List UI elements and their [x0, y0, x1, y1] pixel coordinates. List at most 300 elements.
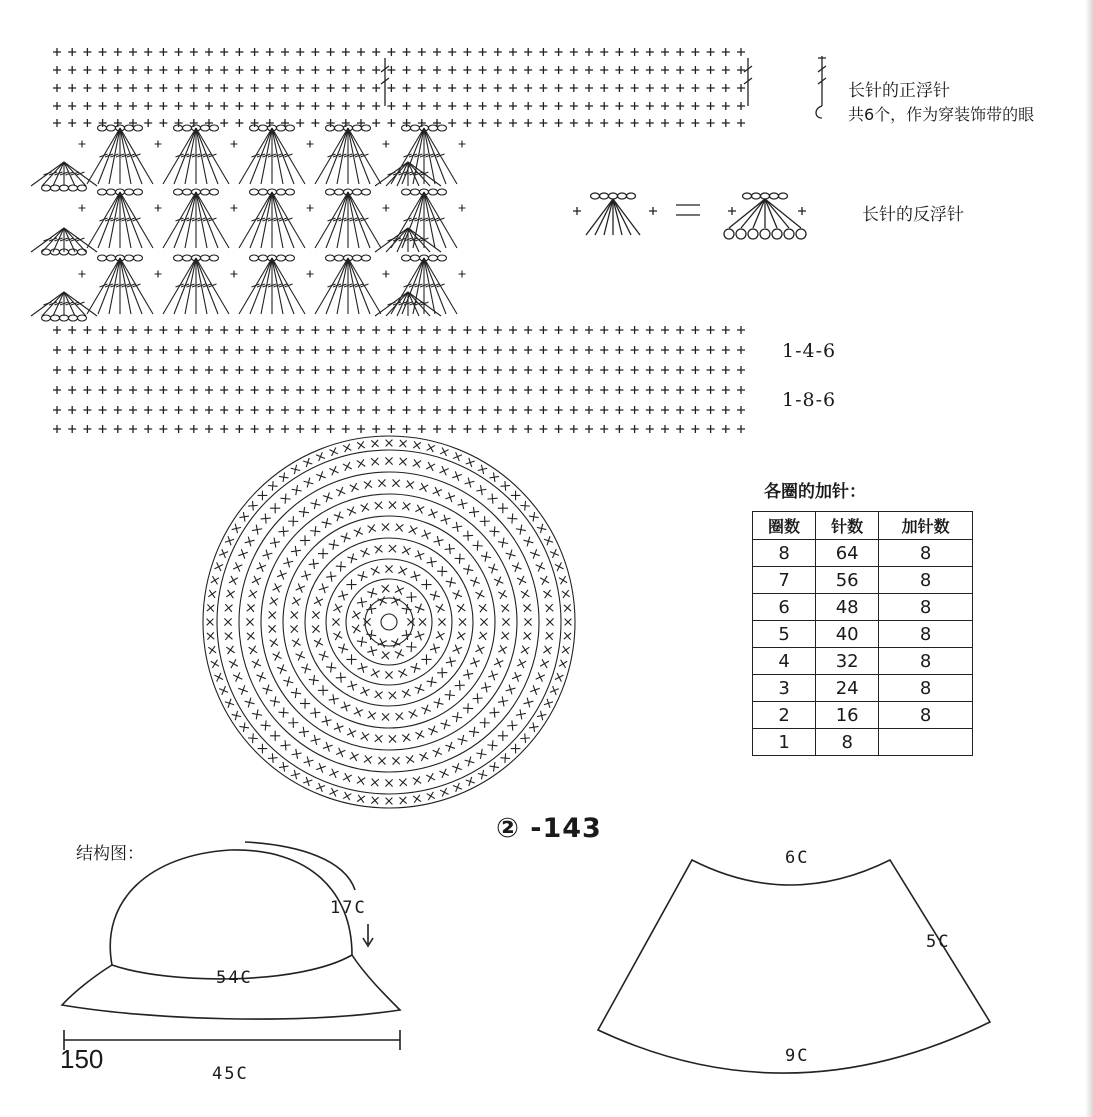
x-stitch [415, 684, 425, 694]
plus-stitch [539, 326, 547, 334]
x-stitch [452, 712, 462, 722]
plus-stitch [387, 366, 395, 374]
plus-stitch [342, 366, 350, 374]
plus-stitch [524, 66, 532, 74]
plus-stitch [296, 84, 304, 92]
plus-stitch [463, 119, 471, 127]
x-stitch [470, 658, 480, 668]
plus-stitch [631, 84, 639, 92]
table-row [753, 702, 973, 729]
structure-title: 结构图： [76, 844, 144, 864]
x-stitch [473, 541, 483, 551]
plus-stitch [129, 66, 137, 74]
chain-stitch [411, 255, 420, 261]
plus-stitch [479, 346, 487, 354]
x-stitch [546, 618, 553, 625]
plus-stitch [463, 366, 471, 374]
x-stitch [358, 663, 368, 673]
x-stitch [280, 494, 290, 504]
plus-stitch [129, 346, 137, 354]
x-stitch [214, 562, 223, 571]
plus-stitch [463, 386, 471, 394]
plus-stitch [53, 326, 61, 334]
plus-stitch [676, 425, 684, 433]
plus-stitch [403, 346, 411, 354]
bottom-single-crochet-rows [53, 326, 745, 433]
plus-stitch [722, 84, 730, 92]
plus-stitch [509, 406, 517, 414]
chain-stitch [183, 189, 192, 195]
x-stitch [445, 742, 455, 752]
plus-stitch [342, 102, 350, 110]
plus-stitch [585, 102, 593, 110]
chain-stitch [353, 189, 362, 195]
plus-stitch [585, 48, 593, 56]
plus-stitch [251, 386, 259, 394]
plus-stitch [494, 346, 502, 354]
plus-stitch [555, 102, 563, 110]
plus-stitch [539, 48, 547, 56]
x-stitch [428, 726, 437, 735]
plus-stitch [342, 406, 350, 414]
plus-stitch [251, 66, 259, 74]
plus-stitch [159, 346, 167, 354]
table-row [753, 729, 973, 756]
x-stitch [385, 779, 392, 786]
x-stitch [540, 659, 549, 668]
chain-stitch [259, 189, 268, 195]
plus-stitch [220, 366, 228, 374]
x-stitch [520, 733, 530, 743]
x-stitch [382, 585, 390, 593]
x-stitch [480, 718, 490, 728]
x-stitch [399, 797, 406, 804]
plus-stitch [691, 102, 699, 110]
round-boundary [203, 436, 575, 808]
x-stitch [329, 540, 339, 550]
chain-stitch [107, 125, 116, 131]
x-stitch [475, 590, 484, 599]
plus-stitch [494, 425, 502, 433]
chain-stitch [438, 125, 447, 131]
x-stitch [529, 722, 538, 731]
plus-stitch [220, 406, 228, 414]
header-increases: 加针数 [879, 512, 973, 540]
x-stitch [386, 798, 393, 805]
plus-stitch [114, 84, 122, 92]
plus-stitch [99, 48, 107, 56]
plus-stitch [631, 406, 639, 414]
plus-stitch [251, 425, 259, 433]
plus-stitch [159, 66, 167, 74]
plus-stitch [798, 207, 806, 215]
plus-stitch [296, 386, 304, 394]
x-stitch [357, 441, 365, 449]
x-stitch [333, 631, 342, 640]
plus-stitch [433, 346, 441, 354]
x-stitch [440, 447, 449, 456]
plus-stitch [159, 48, 167, 56]
plus-stitch [433, 84, 441, 92]
round-boundary [261, 494, 517, 750]
plus-stitch [661, 425, 669, 433]
x-stitch [304, 478, 314, 488]
x-stitch [336, 672, 346, 682]
plus-stitch [144, 119, 152, 127]
plus-stitch [615, 119, 623, 127]
x-stitch [488, 671, 498, 681]
x-stitch [233, 562, 242, 571]
plus-stitch [231, 271, 238, 278]
plus-stitch [585, 119, 593, 127]
plus-stitch [459, 141, 466, 148]
x-stitch [378, 479, 386, 487]
plus-stitch [372, 66, 380, 74]
table-row [753, 675, 973, 702]
x-stitch [248, 733, 258, 743]
chain-stitch [286, 189, 295, 195]
x-stitch [343, 773, 352, 782]
plus-stitch [600, 386, 608, 394]
x-stitch [311, 735, 321, 745]
plus-stitch [707, 425, 715, 433]
chain-stitch [353, 255, 362, 261]
x-stitch [257, 562, 266, 571]
plus-stitch [79, 271, 86, 278]
page-number: 150 [60, 1044, 104, 1074]
x-stitch [470, 577, 480, 587]
chain-stitch [201, 125, 210, 131]
width-dimension-line [64, 1030, 400, 1050]
x-stitch [465, 478, 475, 488]
plus-stitch [53, 102, 61, 110]
chain-stitch [326, 189, 335, 195]
plus-stitch [524, 366, 532, 374]
plus-stitch [494, 48, 502, 56]
plus-stitch [190, 406, 198, 414]
plus-stitch [479, 48, 487, 56]
x-stitch [334, 512, 344, 522]
plus-stitch [99, 84, 107, 92]
x-stitch [399, 440, 406, 447]
x-stitch [249, 646, 258, 655]
x-stitch [211, 660, 219, 668]
plus-stitch [585, 66, 593, 74]
row-note-1: 1-4-6 [782, 340, 837, 362]
x-stitch [427, 444, 435, 452]
plus-stitch [327, 102, 335, 110]
plus-stitch [220, 102, 228, 110]
x-stitch [473, 693, 483, 703]
x-stitch [357, 776, 365, 784]
x-stitch [507, 513, 517, 523]
plus-stitch [524, 425, 532, 433]
x-stitch [559, 576, 567, 584]
plus-stitch [418, 48, 426, 56]
plus-stitch [235, 366, 243, 374]
x-stitch [329, 447, 338, 456]
plus-stitch [524, 326, 532, 334]
plus-stitch [459, 205, 466, 212]
plus-stitch [53, 119, 61, 127]
crown-height-arc [245, 842, 355, 890]
plus-stitch [387, 326, 395, 334]
x-stitch [543, 646, 551, 654]
plus-stitch [53, 84, 61, 92]
x-stitch [476, 485, 486, 495]
x-stitch [430, 591, 440, 601]
plus-stitch [524, 406, 532, 414]
plus-stitch [129, 48, 137, 56]
plus-stitch [555, 66, 563, 74]
page-edge-shadow [1085, 0, 1093, 1117]
crown-outline [110, 850, 352, 965]
plus-stitch [661, 326, 669, 334]
x-stitch [536, 672, 545, 681]
plus-stitch [231, 141, 238, 148]
plus-stitch [691, 66, 699, 74]
x-stitch [517, 576, 526, 585]
x-stitch [248, 501, 258, 511]
round-cell: 6 [753, 594, 816, 621]
plus-stitch [676, 346, 684, 354]
chain-stitch [134, 189, 143, 195]
round-crown-chart [203, 436, 575, 808]
x-stitch [565, 619, 572, 626]
chain-stitch [125, 189, 134, 195]
plus-stitch [235, 326, 243, 334]
plus-stitch [83, 102, 91, 110]
stitch-count-cell: 48 [816, 594, 879, 621]
front-post-label: 长针的正浮针 [848, 81, 950, 101]
stitch-count-cell: 8 [816, 729, 879, 756]
x-stitch [341, 702, 351, 712]
plus-stitch [448, 406, 456, 414]
x-stitch [273, 583, 282, 592]
x-stitch [258, 491, 268, 501]
x-stitch [434, 698, 444, 708]
x-stitch [544, 699, 553, 708]
chain-stitch [98, 189, 107, 195]
plus-stitch [68, 102, 76, 110]
x-stitch [323, 742, 333, 752]
plus-stitch [387, 406, 395, 414]
x-stitch [314, 597, 323, 606]
round-boundary [305, 538, 473, 706]
x-stitch [291, 688, 301, 698]
plus-stitch [539, 102, 547, 110]
plus-stitch [494, 66, 502, 74]
plus-stitch [266, 386, 274, 394]
increase-table [752, 511, 973, 756]
brim-top-label: 6C [785, 848, 810, 868]
x-stitch [398, 566, 407, 575]
increase-cell: 8 [879, 621, 973, 648]
x-stitch [207, 619, 214, 626]
x-stitch [562, 590, 570, 598]
chain-stitch [429, 189, 438, 195]
x-stitch [278, 526, 288, 536]
shell-fan [87, 128, 153, 184]
plus-stitch [307, 205, 314, 212]
plus-stitch [372, 406, 380, 414]
x-stitch [382, 713, 389, 720]
plus-stitch [722, 119, 730, 127]
plus-stitch [479, 119, 487, 127]
x-stitch [288, 718, 298, 728]
round-cell: 3 [753, 675, 816, 702]
plus-stitch [144, 386, 152, 394]
x-stitch [385, 671, 392, 678]
plus-stitch [327, 406, 335, 414]
x-stitch [226, 646, 234, 654]
x-stitch [413, 776, 421, 784]
front-post-note: 共6个，作为穿装饰带的眼 [848, 105, 1035, 124]
x-stitch [502, 618, 509, 625]
x-stitch [310, 526, 320, 536]
plus-stitch [570, 406, 578, 414]
plus-stitch [99, 102, 107, 110]
x-stitch [386, 440, 393, 447]
plus-stitch [357, 102, 365, 110]
x-stitch [478, 770, 487, 779]
plus-stitch [403, 326, 411, 334]
x-stitch [516, 525, 526, 535]
plus-stitch [737, 366, 745, 374]
plus-stitch [615, 48, 623, 56]
x-stitch [415, 631, 425, 641]
plus-stitch [251, 346, 259, 354]
plus-stitch [175, 48, 183, 56]
x-stitch [375, 735, 383, 743]
x-stitch [465, 757, 475, 767]
plus-stitch [433, 48, 441, 56]
plus-stitch [691, 326, 699, 334]
plus-stitch [691, 425, 699, 433]
plus-stitch [448, 102, 456, 110]
x-stitch [354, 707, 363, 716]
plus-stitch [235, 84, 243, 92]
plus-stitch [205, 366, 213, 374]
x-stitch [347, 507, 356, 516]
plus-stitch [342, 66, 350, 74]
plus-stitch [615, 425, 623, 433]
x-stitch [500, 753, 510, 763]
shell-fan [239, 128, 305, 184]
plus-stitch [631, 425, 639, 433]
plus-stitch [585, 84, 593, 92]
x-stitch [360, 687, 369, 696]
plus-stitch [83, 326, 91, 334]
plus-stitch [327, 326, 335, 334]
plus-stitch [266, 48, 274, 56]
table-row [753, 540, 973, 567]
plus-stitch [433, 406, 441, 414]
x-stitch [395, 712, 403, 720]
x-stitch [374, 545, 382, 553]
plus-stitch [266, 366, 274, 374]
plus-stitch [585, 386, 593, 394]
x-stitch [296, 651, 305, 660]
x-stitch [498, 731, 508, 741]
plus-stitch [524, 119, 532, 127]
back-post-label: 长针的反浮针 [862, 205, 964, 225]
plus-stitch [144, 406, 152, 414]
plus-stitch [555, 425, 563, 433]
plus-stitch [68, 119, 76, 127]
x-stitch [415, 505, 424, 514]
center-ring [381, 614, 397, 630]
x-stitch [371, 458, 379, 466]
shell-fan [87, 192, 153, 248]
chain-stitch [362, 125, 371, 131]
plus-stitch [631, 102, 639, 110]
plus-stitch [600, 66, 608, 74]
x-stitch [368, 524, 376, 532]
plus-stitch [646, 119, 654, 127]
plus-stitch [99, 366, 107, 374]
plus-stitch [615, 102, 623, 110]
plus-stitch [418, 366, 426, 374]
plus-stitch [190, 346, 198, 354]
x-stitch [415, 730, 424, 739]
chain-stitch [335, 255, 344, 261]
plus-stitch [676, 119, 684, 127]
x-stitch [346, 654, 356, 664]
plus-stitch [661, 84, 669, 92]
x-stitch [292, 597, 301, 606]
plus-stitch [68, 326, 76, 334]
table-row [753, 567, 973, 594]
plus-stitch [99, 346, 107, 354]
plus-stitch [159, 406, 167, 414]
x-stitch [406, 642, 416, 652]
x-stitch [489, 762, 498, 771]
x-stitch [512, 672, 521, 681]
plus-stitch [144, 346, 152, 354]
plus-stitch [114, 326, 122, 334]
x-stitch [299, 507, 309, 517]
plus-stitch [600, 119, 608, 127]
plus-stitch [387, 119, 395, 127]
plus-stitch [281, 48, 289, 56]
plus-stitch [661, 346, 669, 354]
plus-stitch [129, 326, 137, 334]
x-stitch [399, 458, 407, 466]
plus-stitch [707, 326, 715, 334]
x-stitch [247, 604, 255, 612]
plus-stitch [220, 326, 228, 334]
plus-stitch [433, 386, 441, 394]
shell-fan [239, 192, 305, 248]
plus-stitch [570, 102, 578, 110]
plus-stitch [129, 406, 137, 414]
x-stitch [361, 732, 370, 741]
x-stitch [433, 487, 442, 496]
plus-stitch [418, 84, 426, 92]
plus-stitch [722, 102, 730, 110]
plus-stitch [600, 326, 608, 334]
shell-fan [315, 192, 381, 248]
x-stitch [457, 604, 465, 612]
plus-stitch [296, 425, 304, 433]
plus-stitch [205, 386, 213, 394]
plus-stitch [555, 48, 563, 56]
x-stitch [409, 710, 418, 719]
plus-stitch [539, 425, 547, 433]
plus-stitch [539, 84, 547, 92]
plus-stitch [387, 66, 395, 74]
